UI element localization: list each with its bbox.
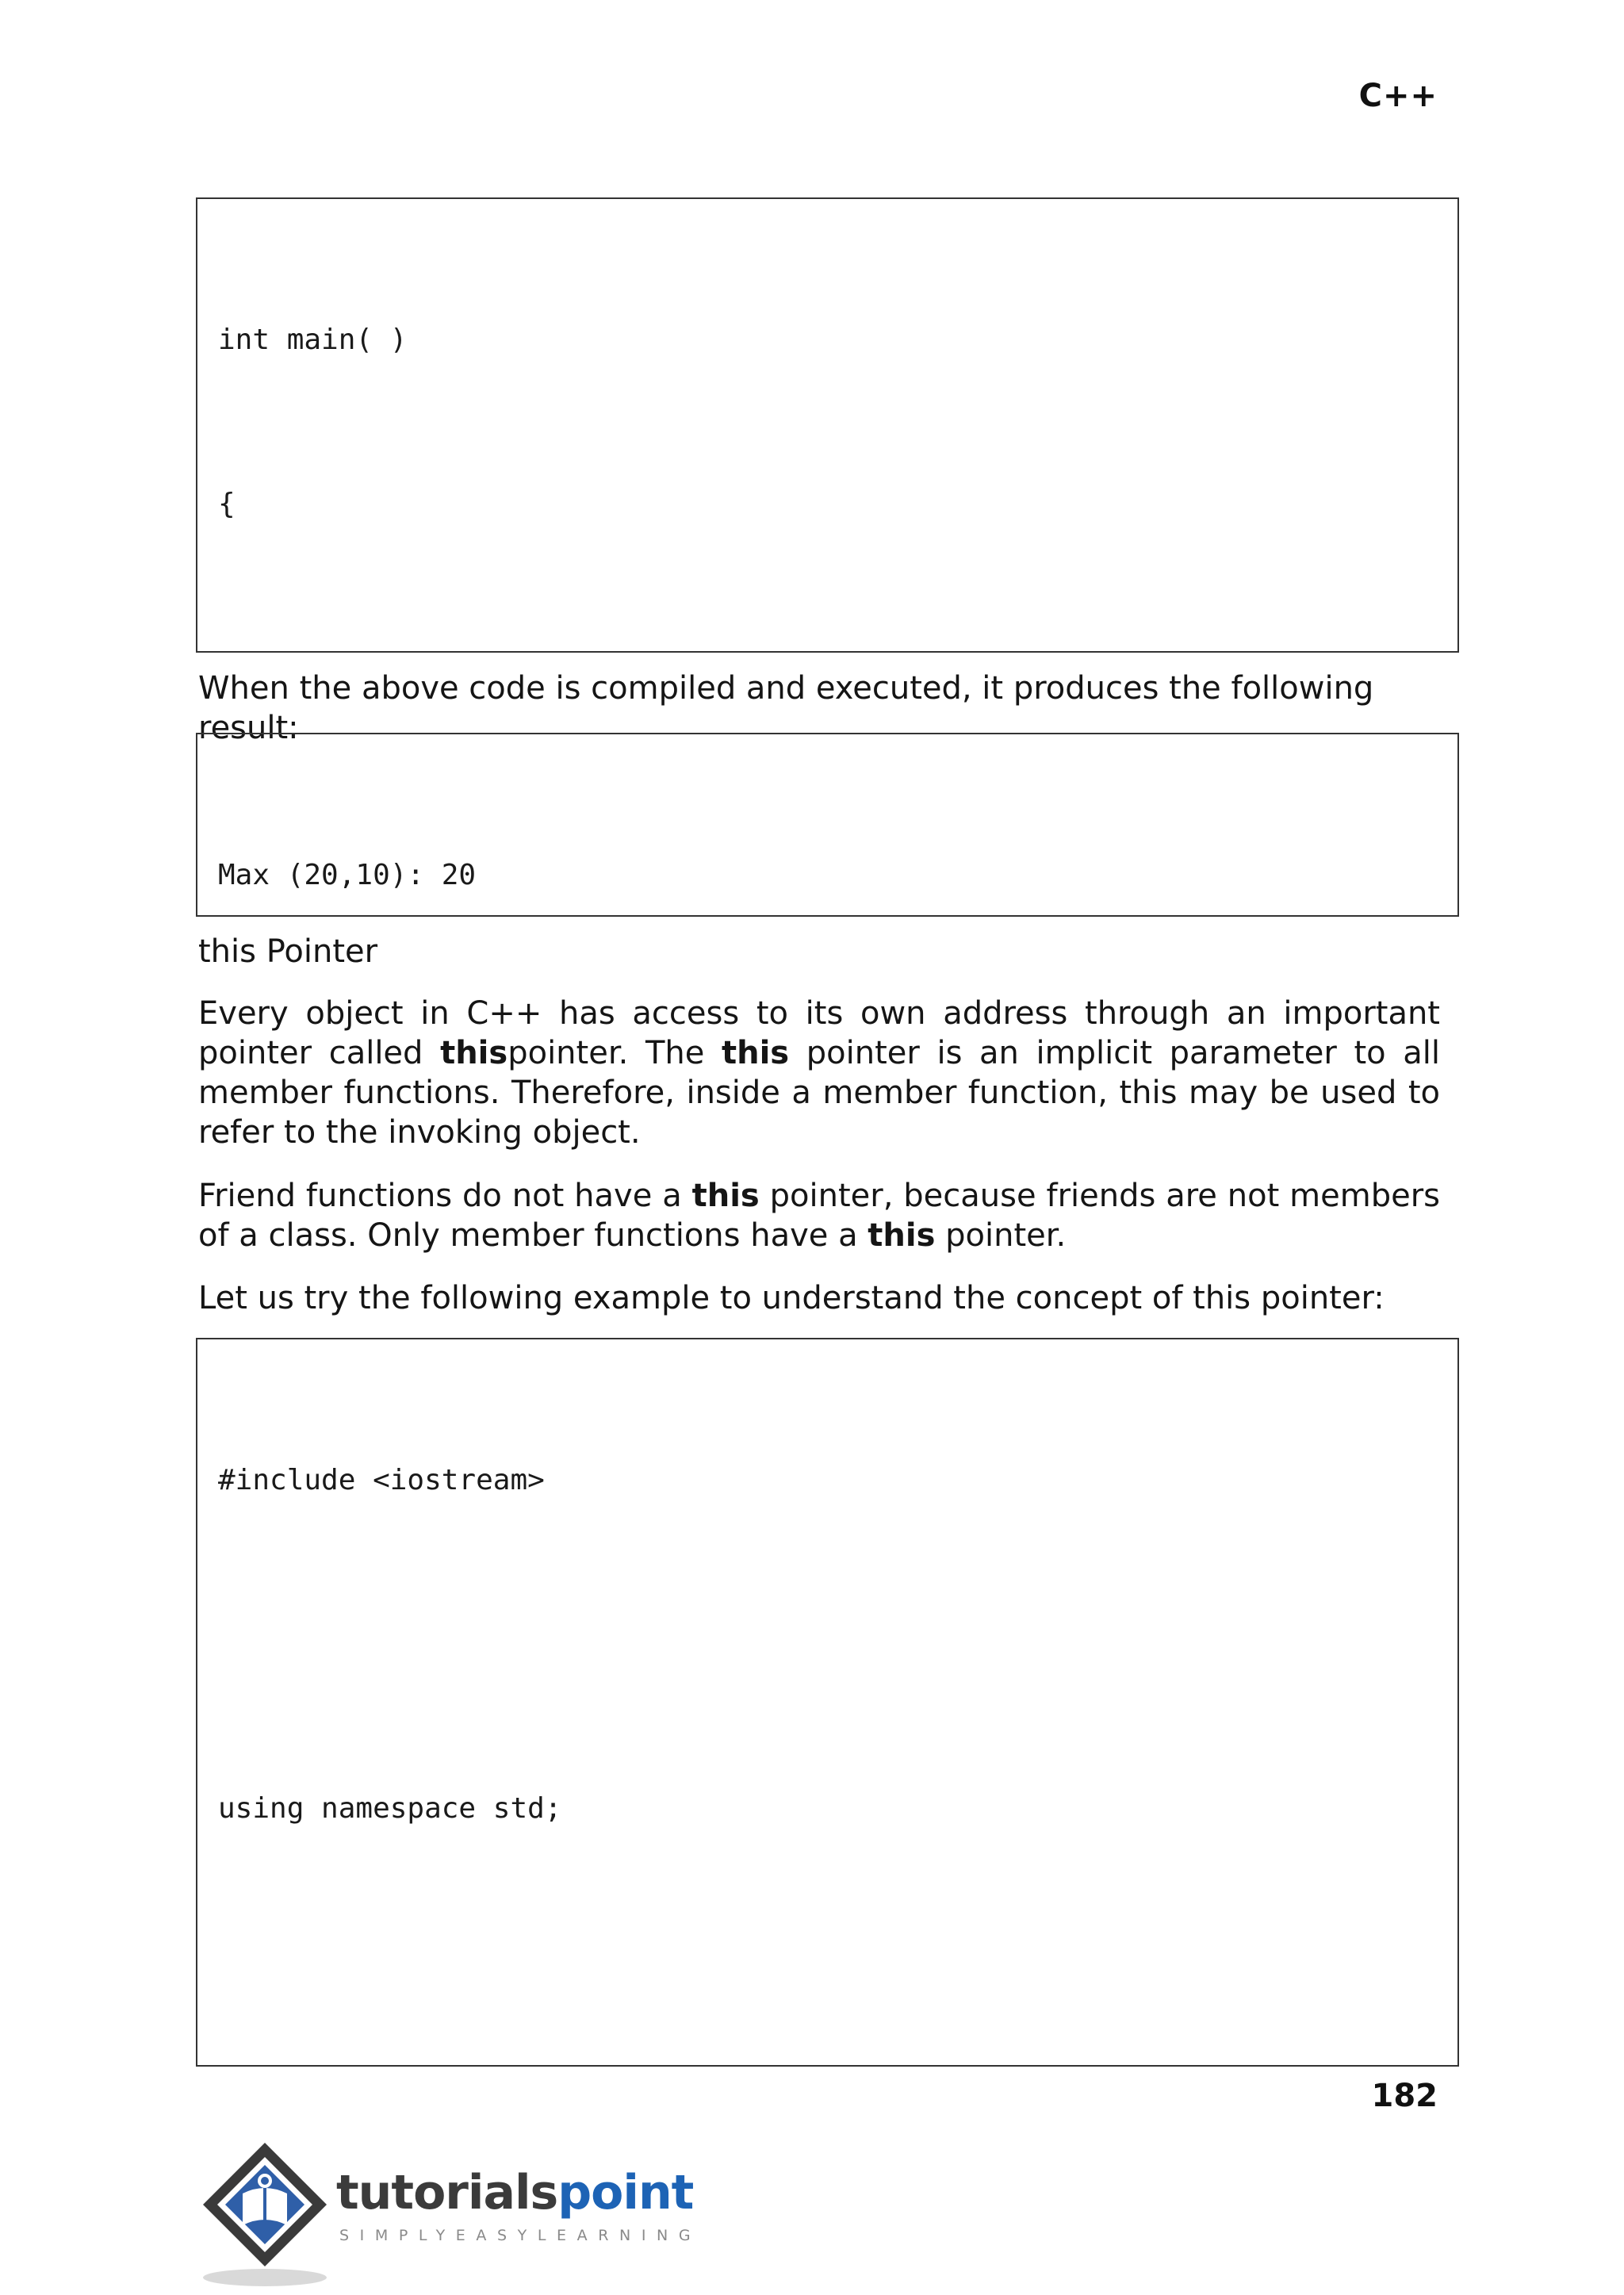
paragraph-friend-functions bbox=[198, 1176, 1440, 1255]
code-block-box-class bbox=[196, 1338, 1459, 2067]
keyword-this: this bbox=[691, 1178, 760, 1214]
code-block-main-function bbox=[196, 197, 1459, 653]
output-line: Max (20,10): 20 bbox=[218, 859, 477, 891]
running-header: C++ bbox=[1358, 78, 1438, 114]
logo-wordmark bbox=[336, 2165, 693, 2220]
output-block bbox=[196, 733, 1459, 917]
logo-emblem-icon bbox=[193, 2136, 352, 2295]
keyword-this: this bbox=[721, 1035, 790, 1071]
section-heading: this Pointer bbox=[198, 933, 378, 970]
paragraph-text: pointer, because friends are not members of a class. Only member functions have a bbox=[198, 1178, 1440, 1254]
paragraph-example-intro: Let us try the following example to understand the concept of this pointer: bbox=[198, 1280, 1385, 1316]
code-line bbox=[218, 1617, 1457, 1672]
paragraph-text: Friend functions do not have a bbox=[198, 1178, 692, 1214]
paragraph-text: pointer. bbox=[935, 1217, 1067, 1254]
tutorialspoint-logo bbox=[193, 2136, 701, 2295]
page-number: 182 bbox=[1371, 2078, 1438, 2114]
code-line bbox=[218, 641, 1457, 653]
paragraph-this-pointer bbox=[198, 994, 1440, 1152]
result-intro: When the above code is compiled and executed, it produces the following result: bbox=[198, 670, 1374, 746]
code-line: { bbox=[218, 488, 236, 520]
code-line bbox=[218, 1945, 1457, 2000]
paragraph-text: Every object in C++ has access to its own address through an important pointer called bbox=[198, 995, 1440, 1071]
code-line: using namespace std; bbox=[218, 1792, 562, 1825]
paragraph-text: pointer. The bbox=[508, 1035, 722, 1071]
logo-tagline: SIMPLYEASYLEARNING bbox=[339, 2227, 702, 2244]
logo-word-tutorials: tutorials bbox=[336, 2165, 558, 2220]
code-line: #include <iostream> bbox=[218, 1464, 545, 1496]
paragraph-text: pointer is an implicit parameter to all member functions. Therefore, inside a member function, this may be used to refer to the invoking object. bbox=[198, 1035, 1440, 1151]
keyword-this: this bbox=[440, 1035, 508, 1071]
logo-word-point: point bbox=[557, 2165, 694, 2220]
code-line: int main( ) bbox=[218, 324, 408, 356]
keyword-this: this bbox=[868, 1217, 936, 1254]
